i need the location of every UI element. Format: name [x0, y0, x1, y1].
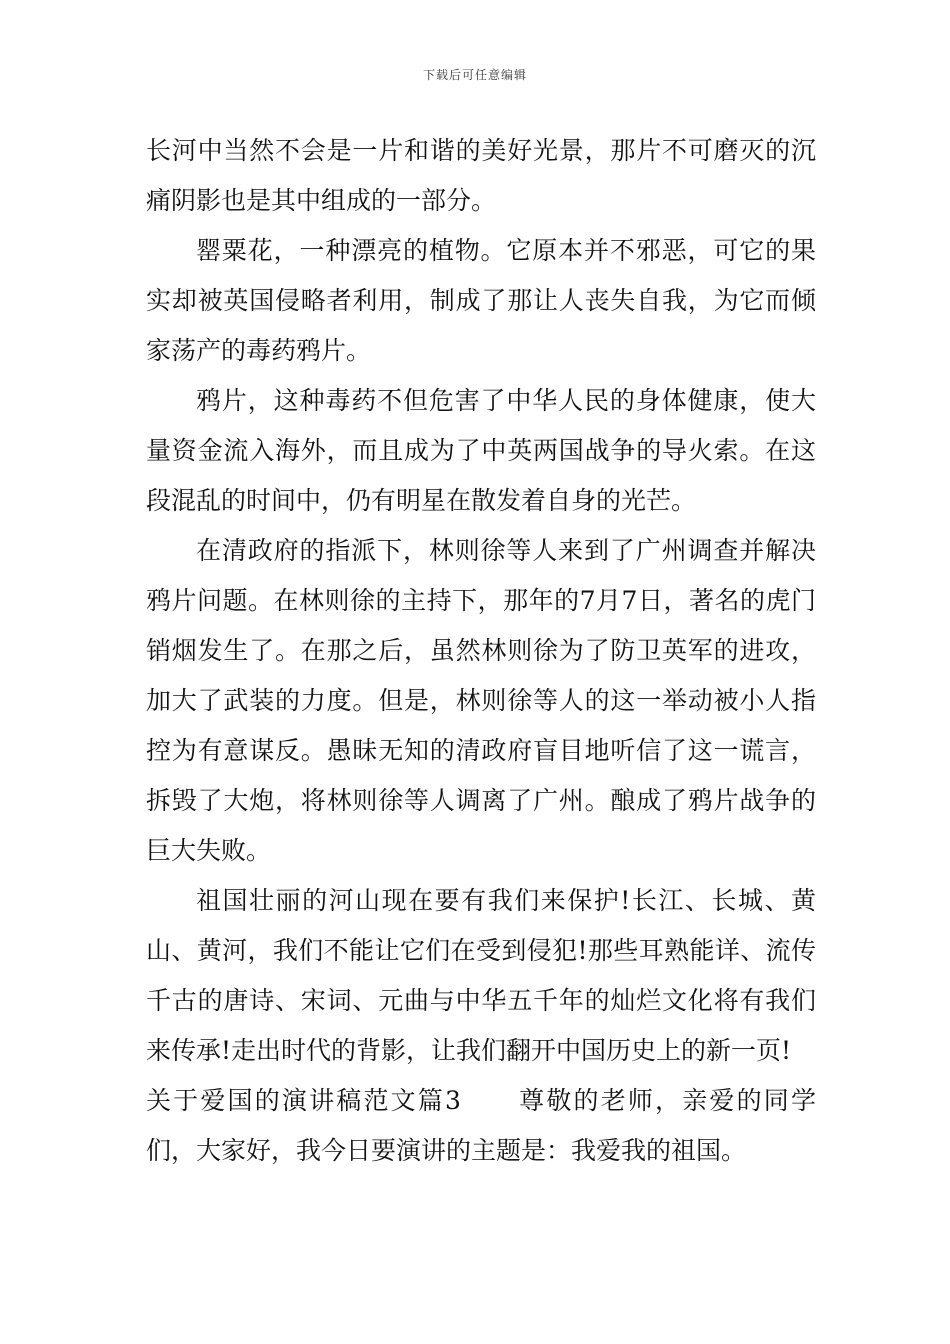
paragraph-4: 在清政府的指派下，林则徐等人来到了广州调查并解决鸦片问题。在林则徐的主持下，那年的7月7日，著名的虎门销烟发生了。在那之后，虽然林则徐为了防卫英军的进攻，加大了武装的力度。但是，林则徐等人的这一举动被小人指控为有意谋反。愚昧无知的清政府盲目地听信了这一谎言，拆毁了大炮，将林则徐等人调离了广州。酿成了鸦片战争的巨大失败。	[146, 536, 816, 865]
paragraph-2: 罂粟花，一种漂亮的植物。它原本并不邪恶，可它的果实却被英国侵略者利用，制成了那让人丧失自我，为它而倾家荡产的毒药鸦片。	[146, 236, 816, 365]
body-text	[146, 126, 816, 1176]
paragraph-1: 长河中当然不会是一片和谐的美好光景，那片不可磨灭的沉痛阴影也是其中组成的一部分。	[146, 136, 816, 215]
section-paragraph	[146, 1076, 816, 1176]
section-title: 关于爱国的演讲稿范文篇3	[146, 1086, 461, 1115]
paragraph-5: 祖国壮丽的河山现在要有我们来保护!长江、长城、黄山、黄河，我们不能让它们在受到侵犯!那些耳熟能详、流传千古的唐诗、宋词、元曲与中华五千年的灿烂文化将有我们来传承!走出时代的背影，让我们翻开中国历史上的新一页!	[146, 886, 816, 1065]
section-text: 尊敬的老师，亲爱的同学们，大家好，我今日要演讲的主题是：我爱我的祖国。	[146, 1086, 816, 1165]
page-header: 下载后可任意编辑	[422, 68, 527, 82]
paragraph-3: 鸦片，这种毒药不但危害了中华人民的身体健康，使大量资金流入海外，而且成为了中英两国战争的导火索。在这段混乱的时间中，仍有明星在散发着自身的光芒。	[146, 386, 816, 515]
